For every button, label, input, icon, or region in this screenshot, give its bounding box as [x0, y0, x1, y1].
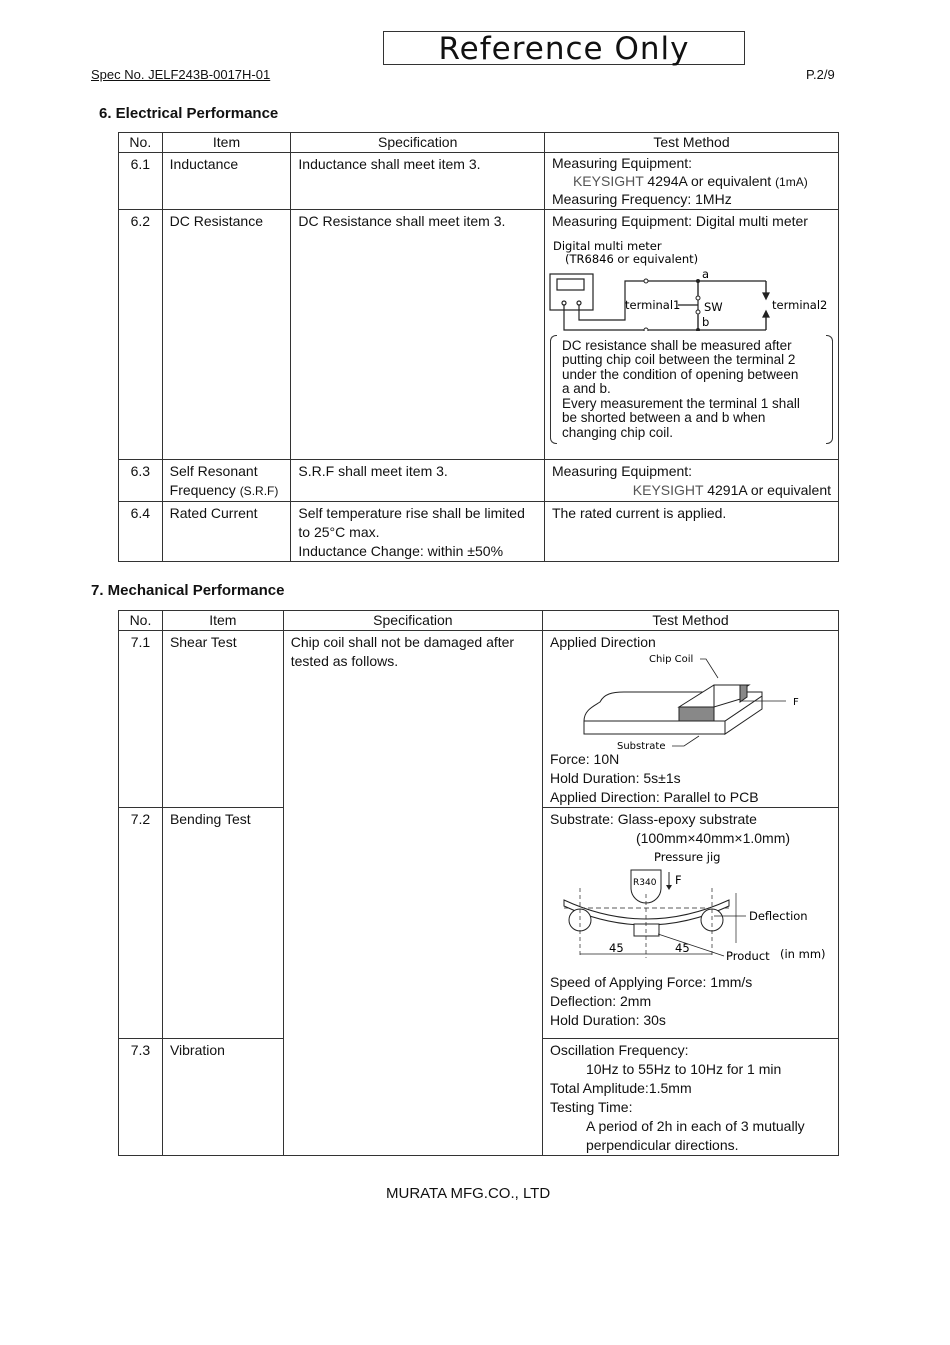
substrate-label: Substrate	[616, 741, 666, 750]
section-7-title: 7. Mechanical Performance	[91, 582, 285, 599]
spec-line: to 25°C max.	[298, 523, 380, 540]
force-label: F	[792, 697, 799, 708]
row-method	[542, 1039, 838, 1156]
method-line: (100mm×40mm×1.0mm)	[635, 830, 791, 846]
col-header-method: Test Method	[544, 133, 838, 153]
note-line: changing chip coil.	[561, 424, 674, 440]
row-method	[542, 631, 838, 808]
bending-test-diagram	[544, 848, 829, 963]
company-footer: MURATA MFG.CO., LTD	[386, 1185, 551, 1202]
row-item: Rated Current	[162, 501, 291, 561]
method-line: A period of 2h in each of 3 mutually	[585, 1118, 805, 1134]
method-line: Oscillation Frequency:	[549, 1042, 689, 1058]
row-method	[542, 808, 838, 1039]
method-line: perpendicular directions.	[585, 1137, 739, 1153]
equipment-line	[552, 481, 831, 500]
row-item: Inductance	[162, 153, 291, 210]
method-line: Deflection: 2mm	[549, 993, 652, 1009]
brand: KEYSIGHT	[632, 481, 704, 498]
switch-label: SW	[703, 299, 723, 314]
method-line: Substrate: Glass-epoxy substrate	[549, 811, 757, 827]
row-item: Bending Test	[162, 808, 283, 1039]
table-header-row	[119, 133, 839, 153]
node-a	[696, 279, 700, 283]
equipment: 4294A or equivalent	[643, 172, 776, 189]
row-no: 6.1	[119, 153, 163, 210]
note-line: DC resistance shall be measured after	[561, 337, 792, 353]
bracket-left	[550, 335, 557, 445]
method-line: Hold Duration: 30s	[549, 1012, 666, 1028]
col-header-item: Item	[162, 611, 283, 631]
row-item: DC Resistance	[162, 209, 291, 459]
note-line: a and b.	[561, 381, 611, 396]
spec-line: Inductance Change: within ±50%	[298, 542, 504, 559]
col-header-spec: Specification	[291, 133, 545, 153]
row-no: 6.3	[119, 459, 163, 501]
item-line	[170, 481, 284, 501]
table-row	[119, 631, 839, 808]
equipment-line	[552, 173, 831, 192]
current-note: (1mA)	[775, 174, 808, 189]
spec-number: Spec No. JELF243B-0017H-01	[91, 67, 271, 82]
terminal2-label: terminal2	[771, 297, 828, 312]
method-line: Measuring Equipment:	[551, 462, 693, 479]
row-no: 6.2	[119, 209, 163, 459]
force-label: F	[674, 873, 682, 887]
table-header-row	[119, 611, 839, 631]
method-line: Applied Direction	[549, 634, 656, 650]
note-line: be shorted between a and b when	[561, 410, 766, 425]
deflection-label: Deflection	[748, 909, 808, 923]
multimeter-icon	[550, 274, 593, 310]
dc-resistance-note	[552, 339, 831, 441]
table-row	[119, 209, 839, 459]
node-b	[696, 328, 700, 331]
spec-line: Chip coil shall not be damaged after	[290, 634, 515, 650]
row-method	[544, 153, 838, 210]
electrical-performance-table	[118, 132, 839, 562]
row-no: 7.3	[119, 1039, 163, 1156]
point-a-label: a	[701, 266, 710, 281]
pressure-jig-label: Pressure jig	[653, 850, 721, 864]
reference-only-stamp: Reference Only	[383, 31, 745, 65]
item-line: Self Resonant	[169, 462, 258, 479]
row-no: 7.1	[119, 631, 163, 808]
col-header-item: Item	[162, 133, 291, 153]
table-row	[119, 153, 839, 210]
col-header-method: Test Method	[542, 611, 838, 631]
product-label: Product	[725, 949, 770, 963]
row-spec: S.R.F shall meet item 3.	[291, 459, 545, 501]
row-method: The rated current is applied.	[544, 501, 838, 561]
terminal2-probes-icon	[763, 281, 769, 330]
method-line: Total Amplitude:1.5mm	[549, 1080, 692, 1096]
spec-line: tested as follows.	[290, 653, 399, 669]
row-spec-shared	[283, 631, 542, 1156]
table-row	[119, 459, 839, 501]
brand: KEYSIGHT	[572, 172, 644, 189]
method-line: Measuring Equipment:	[551, 155, 693, 171]
dc-resistance-circuit-diagram	[546, 233, 831, 331]
unit-label: (in mm)	[779, 947, 826, 961]
note-line: Every measurement the terminal 1 shall	[561, 395, 800, 411]
method-line: 10Hz to 55Hz to 10Hz for 1 min	[585, 1061, 782, 1077]
method-line: Speed of Applying Force: 1mm/s	[549, 974, 753, 990]
method-line: Measuring Frequency: 1MHz	[551, 191, 732, 207]
row-spec: Inductance shall meet item 3.	[291, 153, 545, 210]
section-6-title: 6. Electrical Performance	[99, 105, 279, 122]
item-text: Frequency	[169, 481, 240, 498]
mechanical-performance-table	[118, 610, 839, 1156]
force-arrow-icon	[666, 885, 672, 890]
radius-label: R340	[632, 878, 657, 888]
method-line: Applied Direction: Parallel to PCB	[549, 789, 759, 805]
dimension-left: 45	[608, 941, 624, 955]
meter-label: Digital multi meter	[552, 238, 662, 253]
method-line: Hold Duration: 5s±1s	[549, 770, 681, 786]
item-abbrev: (S.R.F)	[239, 483, 279, 498]
table-row	[119, 501, 839, 561]
point-b-label: b	[701, 314, 710, 329]
col-header-spec: Specification	[283, 611, 542, 631]
row-method	[544, 459, 838, 501]
row-spec	[291, 501, 545, 561]
dimension-right: 45	[674, 941, 690, 955]
col-header-no: No.	[119, 133, 163, 153]
method-line: Force: 10N	[549, 751, 620, 767]
terminal1-label: terminal1	[624, 297, 681, 312]
equipment: 4291A or equivalent	[703, 481, 831, 498]
bracket-right	[826, 335, 833, 445]
row-item: Vibration	[162, 1039, 283, 1156]
method-line: Measuring Equipment: Digital multi meter	[551, 212, 808, 229]
product-icon	[634, 924, 659, 936]
spec-line: Self temperature rise shall be limited	[298, 504, 525, 521]
meter-model: (TR6846 or equivalent)	[564, 251, 699, 266]
row-item: Shear Test	[162, 631, 283, 808]
method-line: Testing Time:	[549, 1099, 633, 1115]
row-spec: DC Resistance shall meet item 3.	[291, 209, 545, 459]
shear-test-diagram	[544, 652, 829, 750]
col-header-no: No.	[119, 611, 163, 631]
note-line: putting chip coil between the terminal 2	[561, 352, 796, 367]
chip-coil-label: Chip Coil	[648, 654, 694, 665]
page-number: P.2/9	[806, 67, 835, 82]
row-method	[544, 209, 838, 459]
row-no: 7.2	[119, 808, 163, 1039]
row-item	[162, 459, 291, 501]
row-no: 6.4	[119, 501, 163, 561]
note-line: under the condition of opening between	[561, 366, 799, 382]
